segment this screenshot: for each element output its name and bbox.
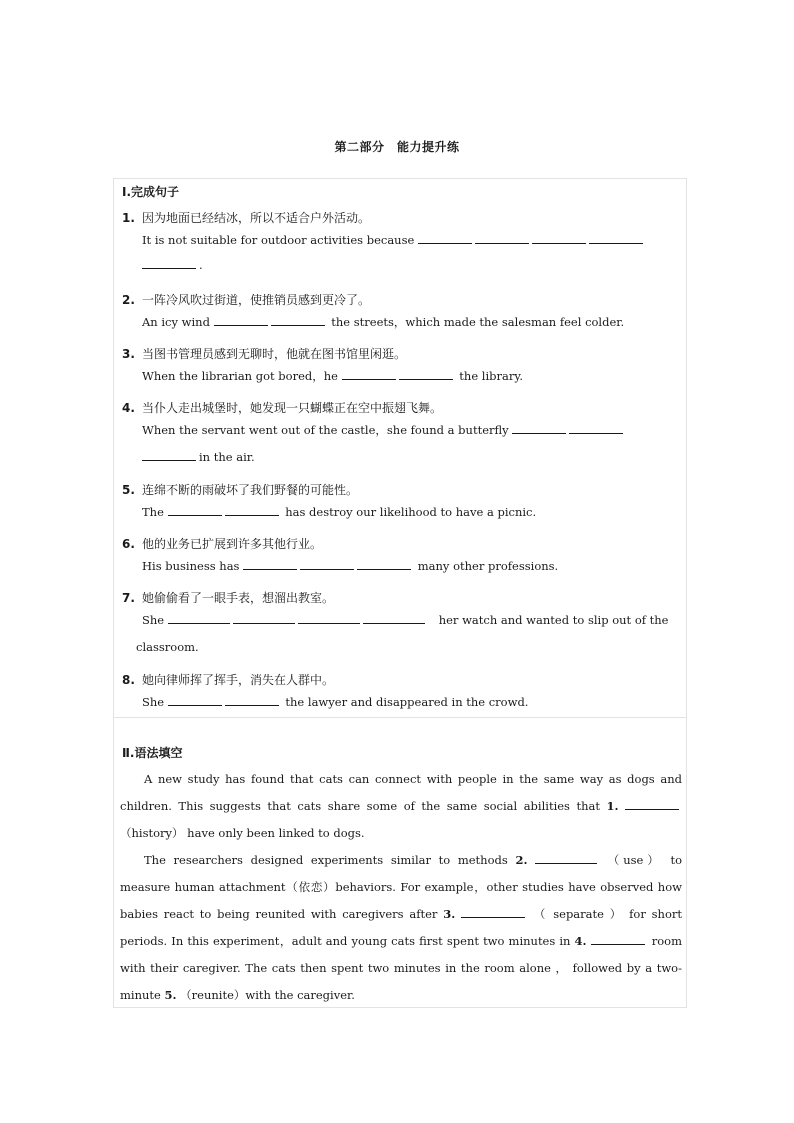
question-en: When the librarian got bored，he <box>142 369 338 383</box>
question-zh: 因为地面已经结冰，所以不适合户外活动。 <box>142 211 371 225</box>
question-number: 5. <box>122 483 135 497</box>
question-en: An icy wind <box>142 315 210 329</box>
question-en: When the servant went out of the castle，she found a butterfly <box>142 423 509 437</box>
answer-blank[interactable] <box>625 797 679 810</box>
question-en-end: many other professions. <box>417 559 559 573</box>
question-5 <box>122 481 672 526</box>
question-zh: 连绵不断的雨破坏了我们野餐的可能性。 <box>142 483 359 497</box>
answer-blank[interactable] <box>532 231 586 244</box>
question-zh: 他的业务已扩展到许多其他行业。 <box>142 537 323 551</box>
answer-blank[interactable] <box>142 256 196 269</box>
question-number: 1. <box>122 211 135 225</box>
answer-blank[interactable] <box>243 557 297 570</box>
passage-text: （use） to measure human attachment（依恋）behaviors. For example，other studies have observed how babies react to being reunited with caregivers after <box>120 853 683 921</box>
question-number: 7. <box>122 591 135 605</box>
answer-blank[interactable] <box>418 231 472 244</box>
passage-text: （ separate ） for short periods. In this experiment，adult and young cats first spent two minutes in <box>120 907 682 948</box>
question-number: 4. <box>122 401 135 415</box>
answer-blank[interactable] <box>591 932 645 945</box>
answer-blank[interactable] <box>225 693 279 706</box>
question-3 <box>122 345 672 390</box>
passage-text: room with their caregiver. The cats then spent two minutes in the room alone ， followed by a two-minute <box>120 934 682 1002</box>
passage-text: （history） have only been linked to dogs. <box>120 826 365 840</box>
question-en-end: her watch and wanted to slip out of the <box>438 613 669 627</box>
question-en-end: . <box>199 258 203 272</box>
blank-number: 4. <box>574 934 587 948</box>
answer-blank[interactable] <box>142 448 196 461</box>
blank-number: 1. <box>606 799 619 813</box>
answer-blank[interactable] <box>300 557 354 570</box>
question-en-cont: classroom. <box>136 640 199 654</box>
answer-blank[interactable] <box>342 367 396 380</box>
question-number: 2. <box>122 293 135 307</box>
answer-blank[interactable] <box>168 611 230 624</box>
question-en: She <box>142 613 165 627</box>
answer-blank[interactable] <box>569 421 623 434</box>
question-zh: 当图书管理员感到无聊时，他就在图书馆里闲逛。 <box>142 347 407 361</box>
answer-blank[interactable] <box>357 557 411 570</box>
answer-blank[interactable] <box>512 421 566 434</box>
answer-blank[interactable] <box>475 231 529 244</box>
passage-paragraph-2 <box>120 847 682 1009</box>
question-1 <box>122 209 672 276</box>
question-8 <box>122 671 672 716</box>
answer-blank[interactable] <box>271 313 325 326</box>
answer-blank[interactable] <box>225 503 279 516</box>
question-en: It is not suitable for outdoor activities because <box>142 233 415 247</box>
passage-text: The researchers designed experiments similar to methods <box>144 853 508 867</box>
answer-blank[interactable] <box>214 313 268 326</box>
answer-blank[interactable] <box>461 905 525 918</box>
section1-heading: Ⅰ.完成句子 <box>122 185 180 199</box>
answer-blank[interactable] <box>168 503 222 516</box>
question-en: She <box>142 695 165 709</box>
question-number: 3. <box>122 347 135 361</box>
question-6 <box>122 535 672 580</box>
answer-blank[interactable] <box>233 611 295 624</box>
question-en-end: the lawyer and disappeared in the crowd. <box>285 695 529 709</box>
blank-number: 3. <box>443 907 456 921</box>
answer-blank[interactable] <box>589 231 643 244</box>
page-title: 第二部分 能力提升练 <box>334 140 460 154</box>
question-en-end: the library. <box>459 369 523 383</box>
section-completion-box <box>113 178 687 718</box>
question-en-end: the streets，which made the salesman feel colder. <box>331 315 625 329</box>
question-en: His business has <box>142 559 240 573</box>
passage-text: （reunite）with the caregiver. <box>180 988 355 1002</box>
question-4 <box>122 399 672 471</box>
answer-blank[interactable] <box>363 611 425 624</box>
answer-blank[interactable] <box>399 367 453 380</box>
question-zh: 她向律师挥了挥手，消失在人群中。 <box>142 673 335 687</box>
question-2 <box>122 291 672 336</box>
passage-text: A new study has found that cats can connect with people in the same way as dogs and children. This suggests that cats share some of the same social abilities that <box>120 772 682 813</box>
question-zh: 当仆人走出城堡时，她发现一只蝴蝶正在空中振翅飞舞。 <box>142 401 443 415</box>
blank-number: 2. <box>515 853 528 867</box>
answer-blank[interactable] <box>168 693 222 706</box>
question-en-end: has destroy our likelihood to have a picnic. <box>285 505 537 519</box>
question-zh: 她偷偷看了一眼手表，想溜出教室。 <box>142 591 335 605</box>
section-grammar-box <box>113 718 687 1008</box>
answer-blank[interactable] <box>298 611 360 624</box>
question-zh: 一阵冷风吹过街道，使推销员感到更冷了。 <box>142 293 371 307</box>
question-7 <box>122 589 672 661</box>
question-en: The <box>142 505 164 519</box>
passage-paragraph-1 <box>120 766 682 847</box>
answer-blank[interactable] <box>535 851 597 864</box>
question-en-end: in the air. <box>199 450 255 464</box>
section2-heading: Ⅱ.语法填空 <box>122 746 183 760</box>
question-number: 8. <box>122 673 135 687</box>
question-number: 6. <box>122 537 135 551</box>
blank-number: 5. <box>164 988 177 1002</box>
